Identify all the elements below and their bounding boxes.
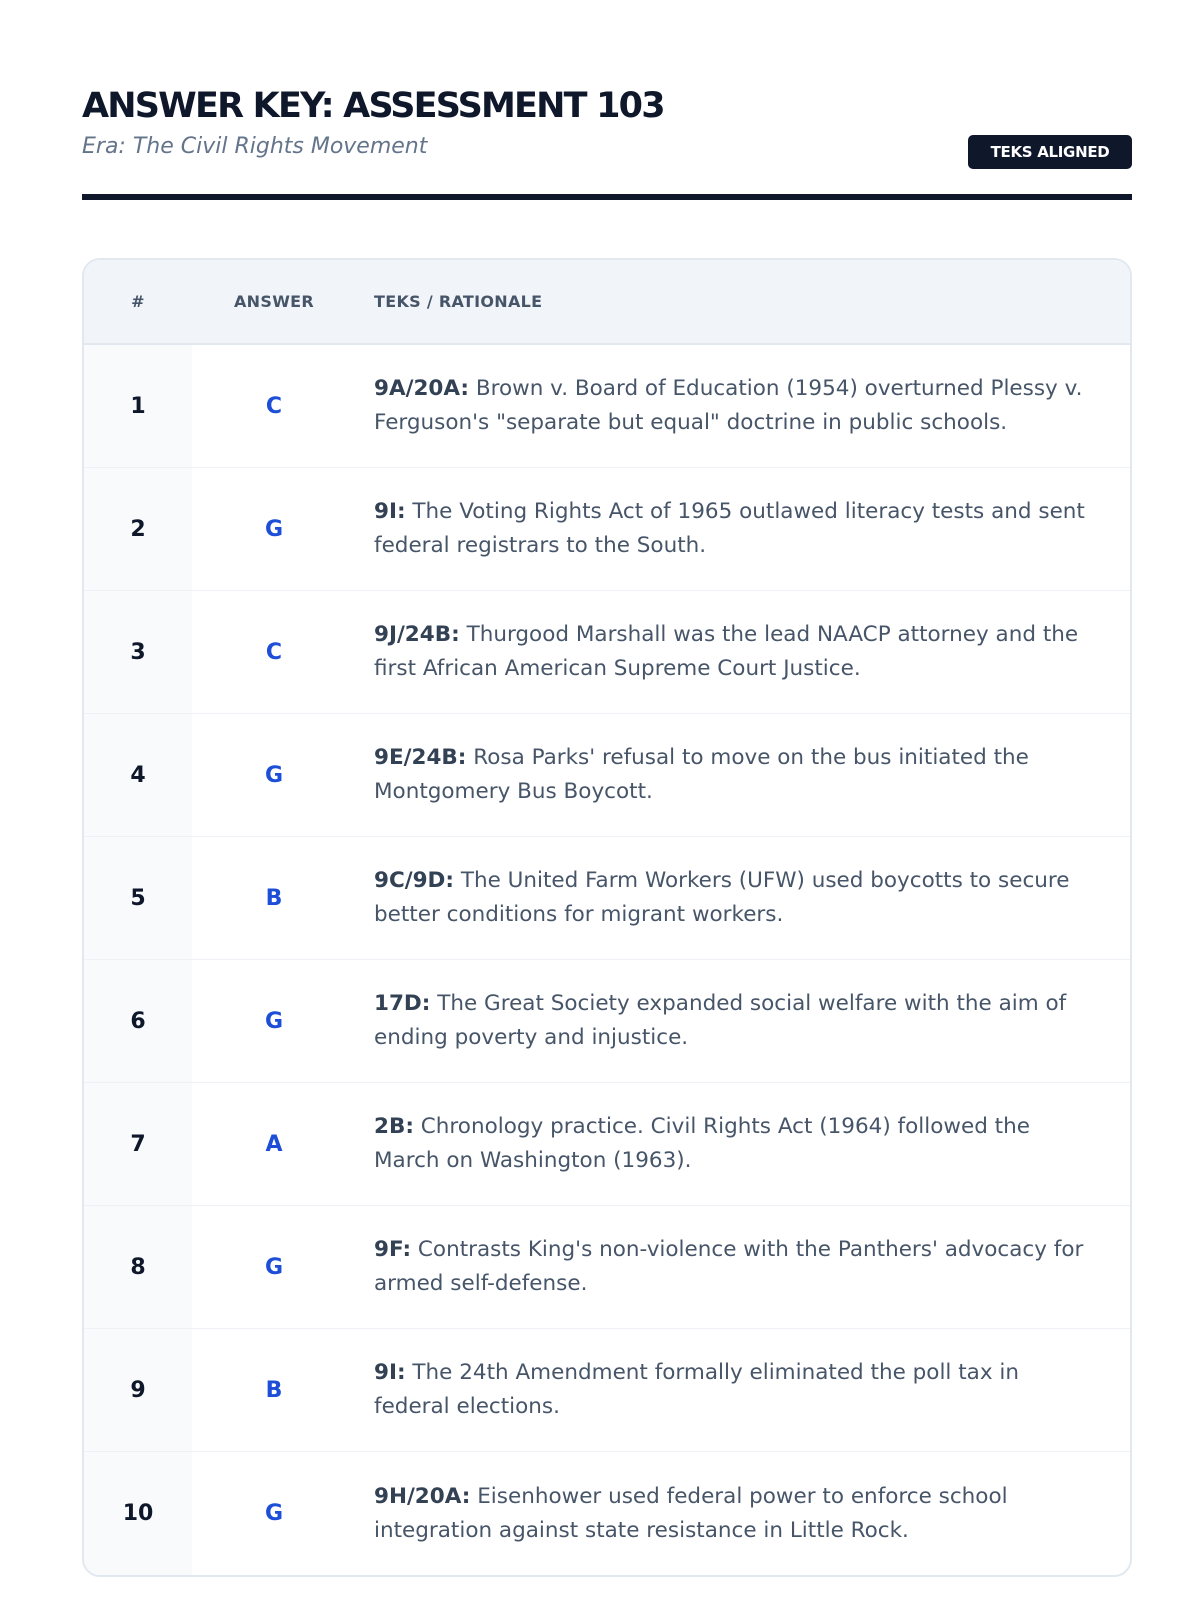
teks-aligned-badge: TEKS ALIGNED bbox=[968, 135, 1132, 169]
teks-code: 17D: bbox=[374, 991, 431, 1016]
rationale-body: Brown v. Board of Education (1954) overturned Plessy v. Ferguson's "separate but equal" doctrine in public schools. bbox=[374, 376, 1083, 435]
rationale-cell bbox=[356, 714, 1130, 836]
teks-code: 9I: bbox=[374, 1360, 406, 1385]
answer-letter: C bbox=[265, 393, 283, 419]
era-subtitle: Era: The Civil Rights Movement bbox=[82, 134, 428, 159]
rationale-text bbox=[374, 1110, 1092, 1178]
teks-code: 9A/20A: bbox=[374, 376, 470, 401]
rationale-body: Contrasts King's non-violence with the Panthers' advocacy for armed self-defense. bbox=[374, 1237, 1084, 1296]
answer-letter: B bbox=[265, 1377, 283, 1403]
rationale-cell bbox=[356, 1452, 1130, 1575]
rationale-text bbox=[374, 987, 1092, 1055]
question-number: 6 bbox=[84, 960, 192, 1082]
answer-letter: G bbox=[264, 1254, 284, 1280]
rationale-body: The Voting Rights Act of 1965 outlawed literacy tests and sent federal registrars to the South. bbox=[374, 499, 1085, 558]
question-number: 5 bbox=[84, 837, 192, 959]
teks-code: 9H/20A: bbox=[374, 1483, 471, 1509]
teks-code: 9C/9D: bbox=[374, 868, 454, 893]
table-body bbox=[84, 345, 1130, 1575]
table-row bbox=[84, 714, 1130, 837]
table-row bbox=[84, 1206, 1130, 1329]
column-header-answer: ANSWER bbox=[234, 292, 314, 311]
question-number: 4 bbox=[84, 714, 192, 836]
rationale-text bbox=[374, 372, 1092, 440]
answer-letter: A bbox=[265, 1131, 283, 1157]
teks-code: 9F: bbox=[374, 1237, 412, 1262]
table-row bbox=[84, 1452, 1130, 1575]
column-header-rationale: TEKS / RATIONALE bbox=[374, 292, 543, 311]
question-number: 7 bbox=[84, 1083, 192, 1205]
table-row bbox=[84, 591, 1130, 714]
rationale-body: Chronology practice. Civil Rights Act (1964) followed the March on Washington (1963). bbox=[374, 1114, 1030, 1173]
answer-letter: G bbox=[264, 516, 284, 542]
table-row bbox=[84, 1329, 1130, 1452]
teks-code: 9I: bbox=[374, 499, 406, 524]
rationale-body: Rosa Parks' refusal to move on the bus initiated the Montgomery Bus Boycott. bbox=[374, 745, 1029, 804]
answer-letter: B bbox=[265, 885, 283, 911]
answer-key-page bbox=[82, 84, 1132, 1543]
rationale-cell bbox=[356, 345, 1130, 467]
teks-code: 9E/24B: bbox=[374, 745, 467, 770]
table-row bbox=[84, 345, 1130, 468]
rationale-cell bbox=[356, 960, 1130, 1082]
rationale-cell bbox=[356, 837, 1130, 959]
rationale-text bbox=[374, 1356, 1092, 1424]
column-header-number: # bbox=[131, 292, 145, 311]
table-row bbox=[84, 960, 1130, 1083]
teks-code: 9J/24B: bbox=[374, 622, 460, 647]
question-number: 2 bbox=[84, 468, 192, 590]
table-row bbox=[84, 1083, 1130, 1206]
rationale-body: The 24th Amendment formally eliminated the poll tax in federal elections. bbox=[374, 1360, 1019, 1419]
rationale-body: The Great Society expanded social welfare with the aim of ending poverty and injustice. bbox=[374, 991, 1067, 1050]
teks-code: 2B: bbox=[374, 1114, 414, 1139]
rationale-body: Eisenhower used federal power to enforce school integration against state resistance in Little Rock. bbox=[374, 1483, 1008, 1543]
page-title: ANSWER KEY: ASSESSMENT 103 bbox=[82, 86, 664, 126]
rationale-cell bbox=[356, 1329, 1130, 1451]
rationale-cell bbox=[356, 468, 1130, 590]
rationale-body: The United Farm Workers (UFW) used boycotts to secure better conditions for migrant workers. bbox=[374, 868, 1070, 927]
question-number: 1 bbox=[84, 345, 192, 467]
rationale-text bbox=[374, 864, 1092, 932]
rationale-cell bbox=[356, 591, 1130, 713]
rationale-text bbox=[374, 741, 1092, 809]
answer-table bbox=[82, 258, 1132, 1577]
rationale-text bbox=[374, 618, 1092, 686]
question-number: 9 bbox=[84, 1329, 192, 1451]
answer-letter: C bbox=[265, 639, 283, 665]
answer-letter: G bbox=[264, 762, 284, 788]
rationale-text bbox=[374, 495, 1092, 563]
question-number: 8 bbox=[84, 1206, 192, 1328]
answer-letter: G bbox=[264, 1008, 284, 1034]
table-header-row bbox=[84, 260, 1130, 345]
answer-letter: G bbox=[264, 1501, 284, 1526]
table-row bbox=[84, 837, 1130, 960]
rationale-text bbox=[374, 1480, 1092, 1548]
rationale-text bbox=[374, 1233, 1092, 1301]
rationale-body: Thurgood Marshall was the lead NAACP attorney and the first African American Supreme Court Justice. bbox=[374, 622, 1079, 681]
rationale-cell bbox=[356, 1206, 1130, 1328]
table-row bbox=[84, 468, 1130, 591]
question-number: 10 bbox=[84, 1452, 192, 1575]
page-header bbox=[82, 84, 1132, 200]
rationale-cell bbox=[356, 1083, 1130, 1205]
question-number: 3 bbox=[84, 591, 192, 713]
